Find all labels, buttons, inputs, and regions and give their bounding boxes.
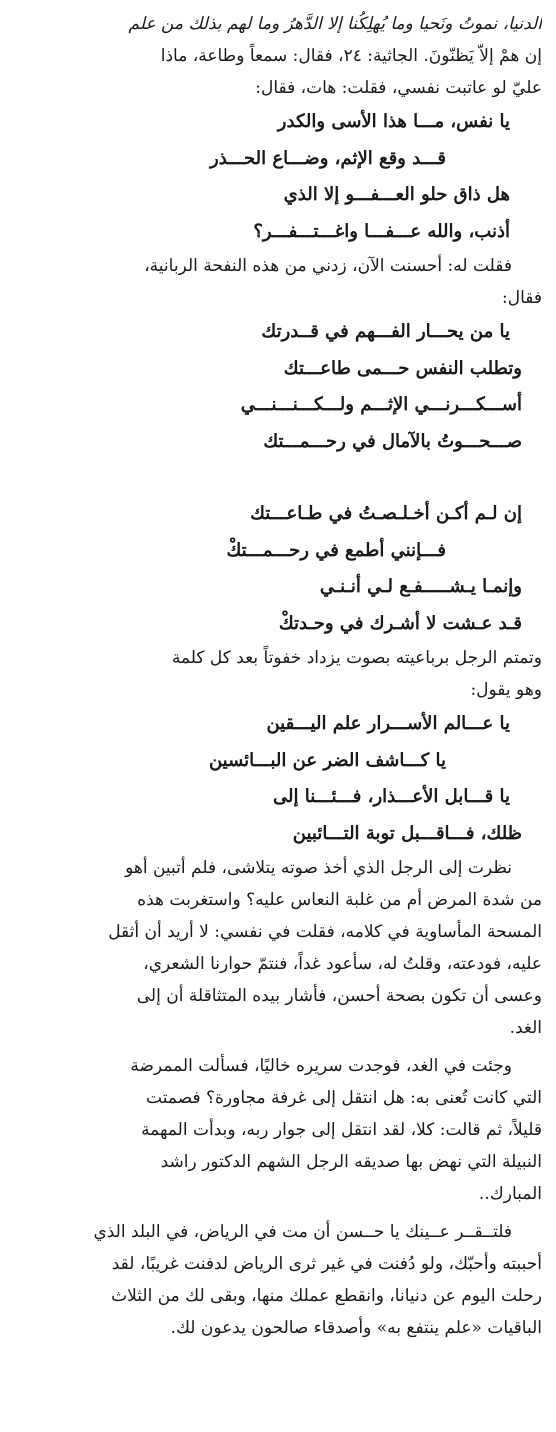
poem-verse: قـد عـشت لا أشـرك في وحـدتكْ xyxy=(278,612,522,634)
stanza-gap xyxy=(10,460,542,496)
text-line: الغد. xyxy=(509,1018,542,1038)
text-line: رحلت اليوم عن دنيانا، وانقطع عملك منها، وبقى لك من الثلاث xyxy=(111,1286,542,1306)
text-line: فلتــقــر عــينك يا حــسن أن مت في الرياض، في البلد الذي xyxy=(93,1222,512,1242)
paragraph xyxy=(10,852,542,1044)
text-line: عليه، فودعته، وقلتُ له، سأعود غداً، فنتمّ حوارنا الشعري، xyxy=(143,954,542,974)
poem-verse: صـــحـــوتُ بالآمال في رحـــمـــتك xyxy=(263,430,522,452)
poem-verse: ظلك، فـــاقـــبل توبة التـــائبين xyxy=(292,822,522,844)
paragraph xyxy=(10,1050,542,1210)
text-line: النبيلة التي نهض بها صديقه الرجل الشهم الدكتور راشد xyxy=(160,1152,542,1172)
text-line: فقال: xyxy=(502,288,542,308)
poem-stanza xyxy=(10,706,542,852)
poem-verse: يا نفس، مـــا هذا الأسى والكدر xyxy=(277,111,510,132)
text-line: التي كانت تُعنى به: هل انتقل إلى غرفة مجاورة؟ فصمتت xyxy=(146,1088,542,1108)
poem-verse: يا قـــابل الأعـــذار، فـــئـــنا إلى xyxy=(273,786,510,807)
text-line: قليلاً، ثم قالت: كلا، لقد انتقل إلى جوار ربه، وبدأت المهمة xyxy=(141,1120,542,1140)
text-line: المبارك.. xyxy=(478,1184,542,1204)
text-line: المسحة المأساوية في كلامه، فقلت في نفسي: لا أريد أن أثقل xyxy=(108,922,542,942)
poem-verse: أســـكـــرنـــي الإثـــم ولـــكـــنـــنـــي xyxy=(240,394,522,415)
poem-verse: يا كـــاشف الضر عن البـــائسين xyxy=(208,749,446,771)
text-line: الباقيات «علم ينتفع به» وأصدقاء صالحون يدعون لك. xyxy=(170,1318,542,1338)
text-line: وتمتم الرجل برباعيته بصوت يزداد خفوتاً بعد كل كلمة xyxy=(171,648,542,668)
text-line: عليّ لو عاتبت نفسي، فقلت: هات، فقال: xyxy=(255,78,542,98)
text-line: إن همْ إلاّ يَظنّونَ. الجاثية: ٢٤، فقال: سمعاً وطاعة، ماذا xyxy=(160,46,542,66)
text-line: من شدة المرض أم من غلبة النعاس عليه؟ واستغربت هذه xyxy=(137,890,542,910)
text-line: فقلت له: أحسنت الآن، زدني من هذه النفحة الربانية، xyxy=(144,256,512,276)
poem-verse: وإنمـا يـشـــــفـع لـي أنـنـي xyxy=(319,576,522,597)
poem-verse: أذنب، والله عـــفـــا واغـــتـــفـــر؟ xyxy=(253,220,510,242)
poem-verse: هل ذاق حلو العـــفـــو إلا الذي xyxy=(283,184,510,205)
middle-text xyxy=(10,250,542,314)
narration-text xyxy=(10,642,542,706)
text-line: وعسى أن تكون بصحة أحسن، فأشار بيده المتثاقلة أن إلى xyxy=(136,986,542,1006)
text-line: الدنيا، نموتُ ونَحيا وما يُهلِكُنا إلا الدَّهرُ وما لهم بذلك من علم xyxy=(128,14,542,34)
poem-stanza xyxy=(10,104,542,250)
text-line: وهو يقول: xyxy=(470,680,542,700)
text-line: وجئت في الغد، فوجدت سريره خاليًا، فسألت الممرضة xyxy=(130,1056,512,1076)
paragraph xyxy=(10,1216,542,1344)
poem-verse: يا من يحـــار الفـــهم في قــدرتك xyxy=(261,321,510,342)
poem-verse: وتطلب النفس حـــمى طاعـــتك xyxy=(283,357,522,379)
text-line: نظرت إلى الرجل الذي أخذ صوته يتلاشى، فلم أتبين أهو xyxy=(125,858,512,878)
poem-verse: يا عـــالم الأســـرار علم اليـــقين xyxy=(266,713,510,734)
text-line: أحببته وأحبّك، ولو دُفنت في غير ثرى الرياض لدفنت غريبًا، لقد xyxy=(111,1254,542,1274)
poem-verse: إن لـم أكـن أخـلـصـتُ في طـاعـــتك xyxy=(250,503,522,524)
poem-stanza xyxy=(10,314,542,642)
poem-verse: فـــإنني أطمع في رحـــمـــتكْ xyxy=(226,539,446,561)
intro-text xyxy=(10,8,542,104)
poem-verse: قـــد وقع الإثم، وضـــاع الحـــذر xyxy=(210,147,446,169)
